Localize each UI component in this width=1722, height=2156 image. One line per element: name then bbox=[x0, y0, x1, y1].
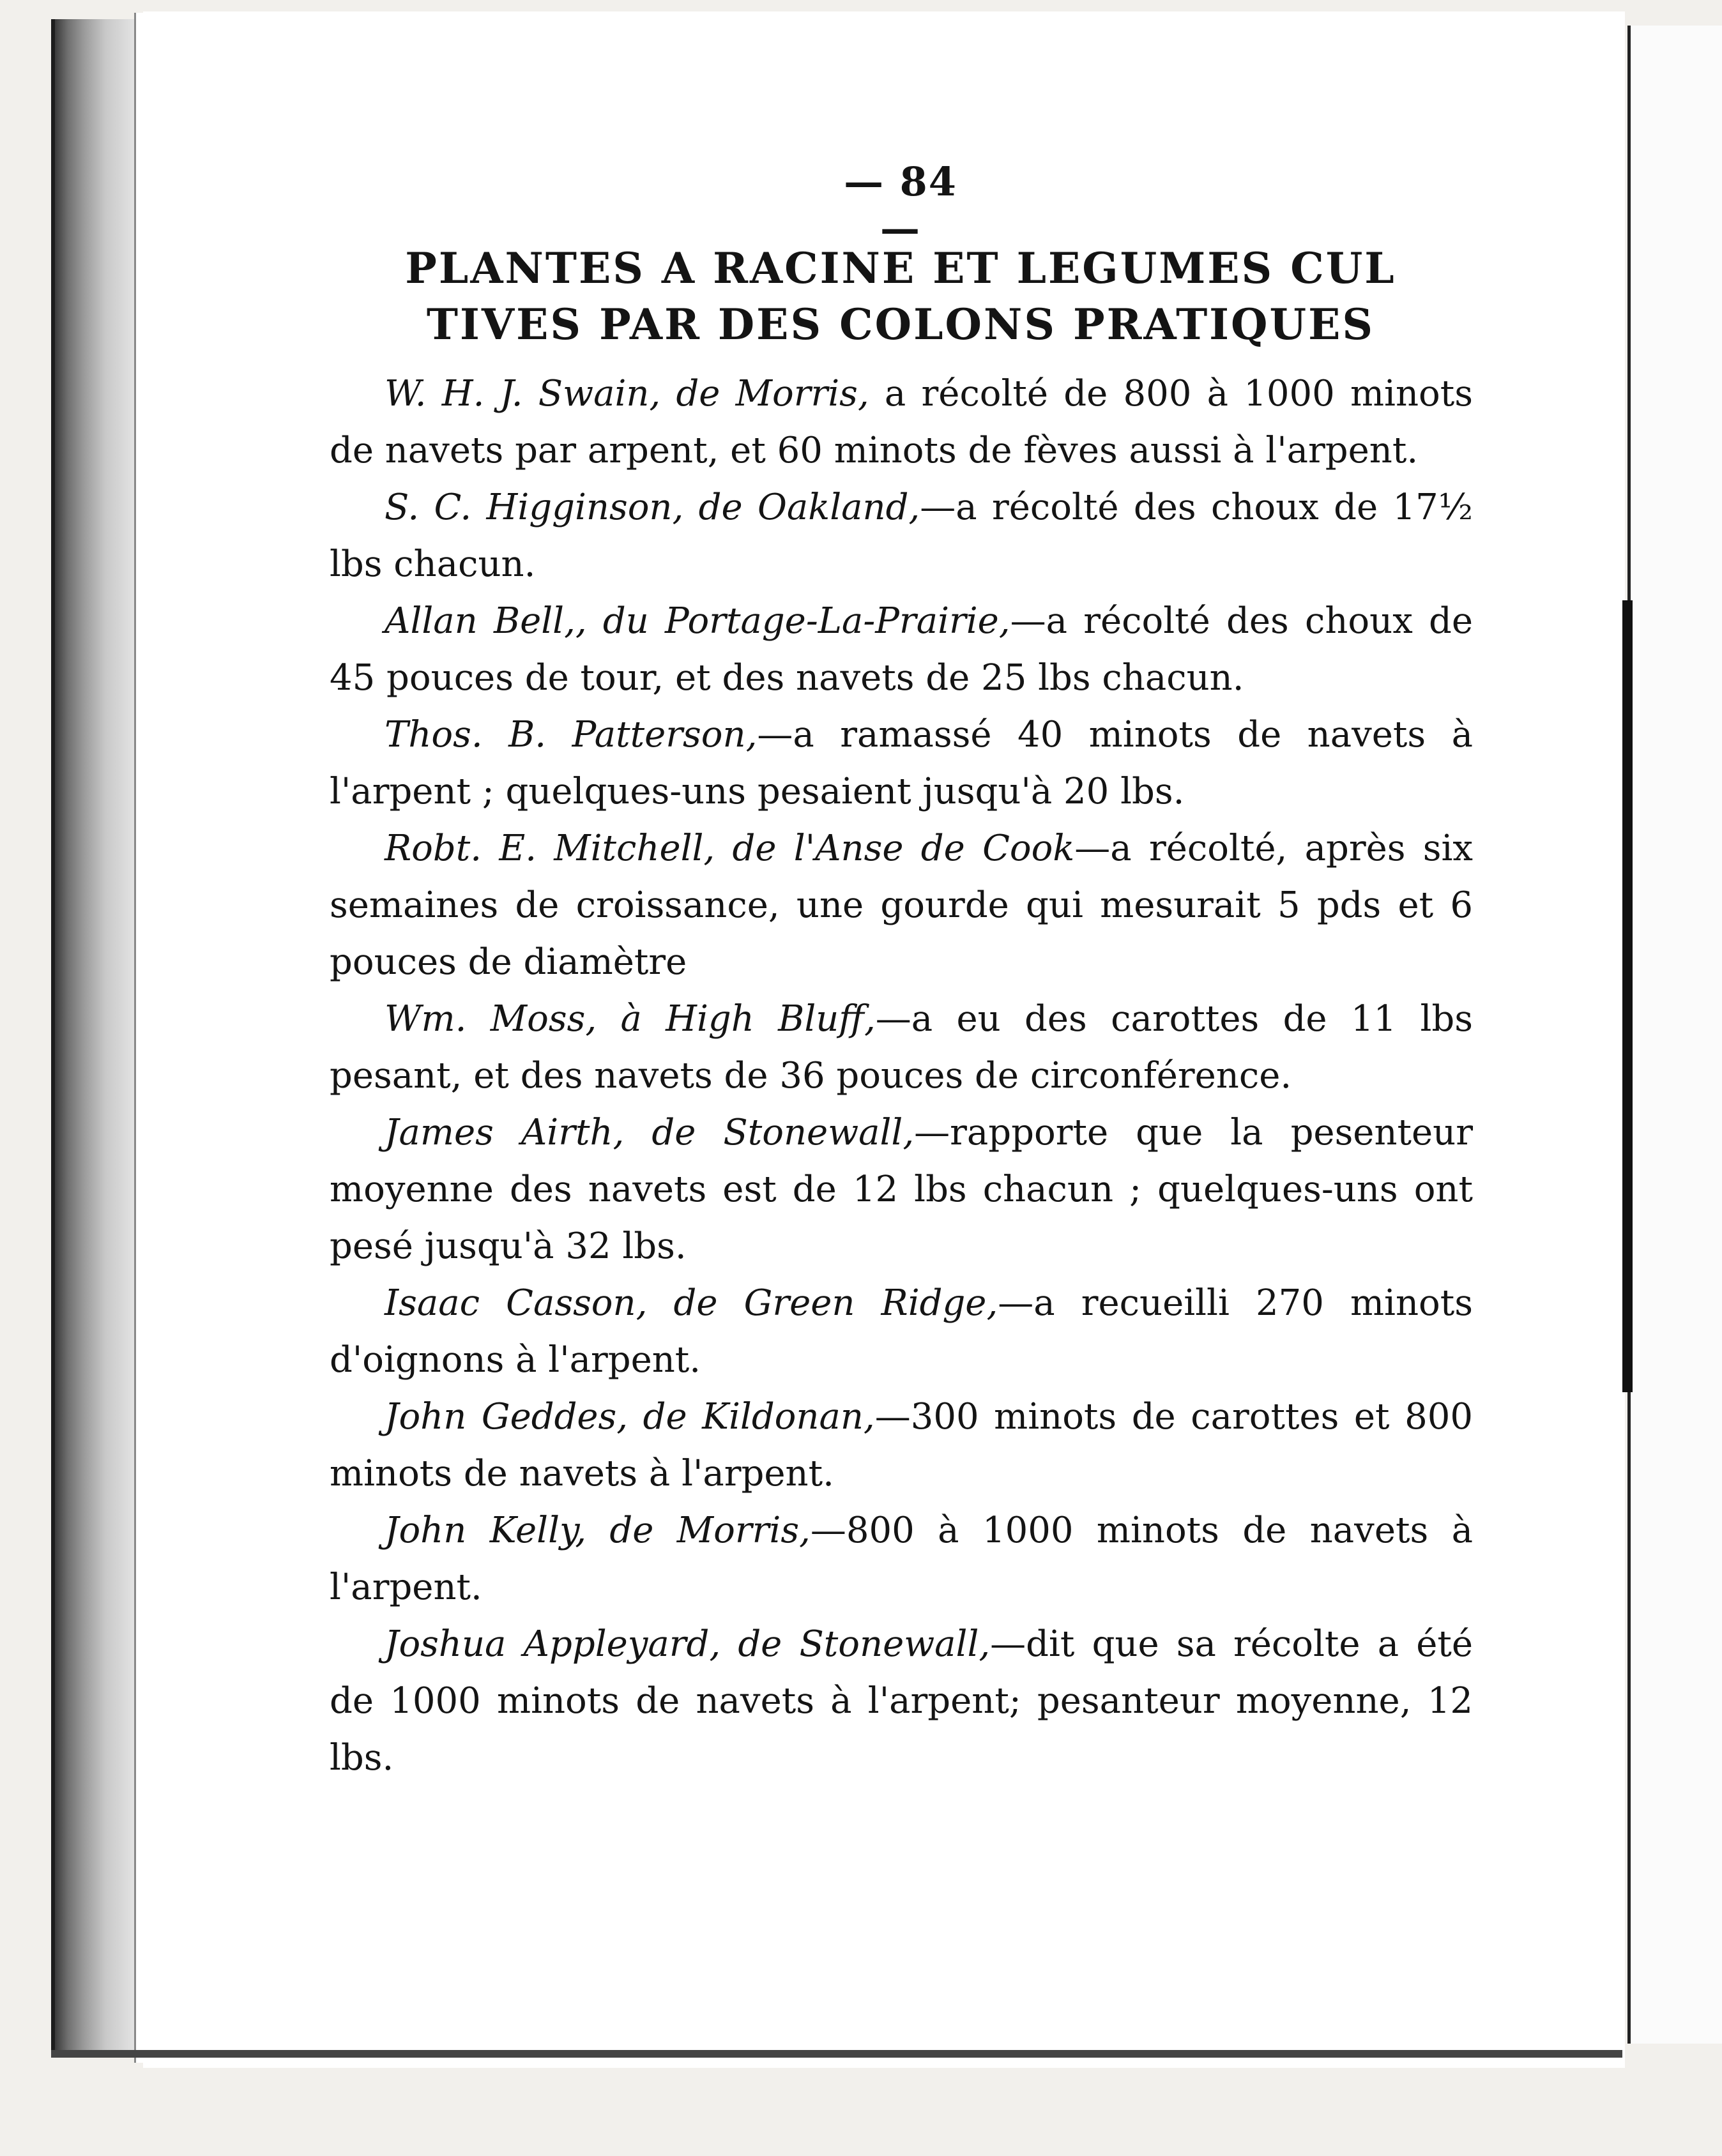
entry bbox=[330, 1502, 1473, 1616]
entry-name: Wm. Moss, à High Bluff, bbox=[385, 998, 876, 1040]
entry-text: —a ramassé 40 minots de navets à l'arpent ; quelques-uns pesaient jusqu'à 20 lbs. bbox=[330, 714, 1474, 812]
entry bbox=[330, 820, 1473, 991]
facing-page-edge bbox=[1627, 26, 1722, 2044]
book-spine-edge bbox=[51, 19, 138, 2056]
entry-name: W. H. J. Swain, de Morris, bbox=[385, 373, 869, 414]
entry bbox=[330, 1275, 1473, 1388]
entry bbox=[330, 1388, 1473, 1502]
entry-text: —a eu des carottes de 11 lbs pesant, et des navets de 36 pouces de circonférence. bbox=[330, 998, 1473, 1097]
page-bottom-shadow bbox=[51, 2050, 1622, 2058]
entry-name: S. C. Higginson, de Oakland, bbox=[385, 487, 920, 528]
entry bbox=[330, 593, 1473, 706]
entry-text: —800 à 1000 minots de navets à l'arpent. bbox=[330, 1510, 1473, 1608]
entry-name: Thos. B. Patterson, bbox=[385, 714, 758, 755]
entry bbox=[330, 1104, 1473, 1275]
entry-text: —300 minots de carottes et 800 minots de navets à l'arpent. bbox=[330, 1396, 1473, 1494]
entry bbox=[330, 991, 1473, 1104]
entry-name: John Kelly, de Morris, bbox=[385, 1510, 811, 1551]
entry-text: a récolté de 800 à 1000 minots de navets par arpent, et 60 minots de fèves aussi à l'arpent. bbox=[330, 373, 1473, 471]
entry-name: John Geddes, de Kildonan, bbox=[385, 1396, 875, 1438]
heading-line-1: PLANTES A RACINE ET LEGUMES CUL bbox=[405, 243, 1396, 293]
entries-list bbox=[330, 365, 1473, 1786]
entry-name: Joshua Appleyard, de Stonewall, bbox=[385, 1623, 991, 1665]
entry bbox=[330, 479, 1473, 593]
entry bbox=[330, 1616, 1473, 1786]
page-number: — 84 — bbox=[844, 158, 957, 252]
heading-line-2: TIVES PAR DES COLONS PRATIQUES bbox=[426, 300, 1375, 349]
section-heading bbox=[358, 240, 1444, 353]
entry-text: —rapporte que la pesenteur moyenne des navets est de 12 lbs chacun ; quelques-uns ont pesé jusqu'à 32 lbs. bbox=[330, 1112, 1473, 1267]
entry-name: Robt. E. Mitchell, de l'Anse de Cook bbox=[385, 828, 1075, 869]
entry bbox=[330, 706, 1473, 820]
entry bbox=[330, 365, 1473, 479]
entry-text: —dit que sa récolte a été de 1000 minots de navets à l'arpent; pesanteur moyenne, 12 lbs. bbox=[330, 1623, 1473, 1779]
entry-text: —a recueilli 270 minots d'oignons à l'arpent. bbox=[330, 1282, 1473, 1381]
entry-name: Isaac Casson, de Green Ridge, bbox=[385, 1282, 998, 1324]
entry-text: —a récolté des choux de 17½ lbs chacun. bbox=[330, 487, 1473, 585]
entry-name: Allan Bell,, du Portage-La-Prairie, bbox=[385, 600, 1010, 642]
entry-text: —a récolté, après six semaines de croissance, une gourde qui mesurait 5 pds et 6 pouces de diamètre bbox=[330, 828, 1473, 983]
entry-text: —a récolté des choux de 45 pouces de tour, et des navets de 25 lbs chacun. bbox=[330, 600, 1474, 699]
gutter-shadow bbox=[1622, 600, 1633, 1392]
entry-name: James Airth, de Stonewall, bbox=[385, 1112, 915, 1153]
